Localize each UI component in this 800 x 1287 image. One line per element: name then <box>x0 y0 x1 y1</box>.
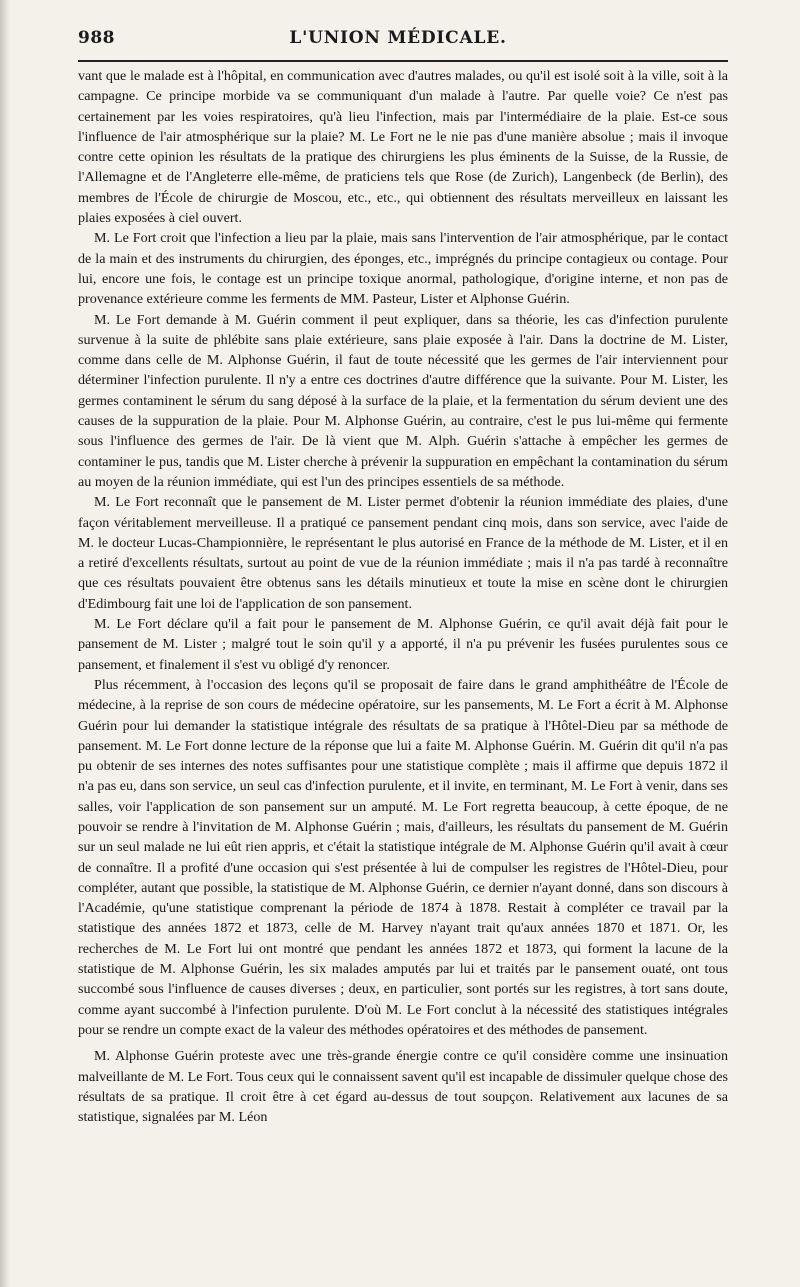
page-number: 988 <box>78 28 115 48</box>
paragraph: M. Le Fort déclare qu'il a fait pour le pansement de M. Alphonse Guérin, ce qu'il avait déjà fait pour le pansement de M. Lister ; malgré tout le soin qu'il y a apporté, il n'a pu prévenir les fusées purulentes sous ce pansement, et finalement il s'est vu obligé d'y renoncer. <box>78 616 728 673</box>
page-header <box>78 26 718 54</box>
paragraph: M. Le Fort reconnaît que le pansement de M. Lister permet d'obtenir la réunion immédiate des plaies, d'une façon véritablement merveilleuse. Il a pratiqué ce pansement pendant cinq mois, dans son service, avec l'aide de M. le docteur Lucas-Championnière, le représentant le plus autorisé en France de la méthode de M. Lister, et il en a retiré d'excellents résultats, surtout au point de vue de la réunion immédiate ; mais il n'a pas tardé à reconnaître que ces résultats pouvaient être obtenus sans les détails minutieux et toute la mise en scène dont le chirurgien d'Edimbourg fait une loi de l'application de son pansement. <box>78 494 728 612</box>
paragraph: M. Le Fort demande à M. Guérin comment il peut expliquer, dans sa théorie, les cas d'infection purulente survenue à la suite de phlébite sans plaie extérieure, sans plaie exposée à l'air. Dans la doctrine de M. Lister, comme dans celle de M. Alphonse Guérin, il faut de toute nécessité que les germes de l'air interviennent pour déterminer l'infection purulente. Il n'y a entre ces doctrines d'autre différence que la suivante. Pour M. Lister, les germes contaminent le sérum du sang déposé à la surface de la plaie, et la fermentation du sérum devient une des causes de la suppuration de la plaie. Pour M. Alphonse Guérin, au contraire, c'est le pus lui-même qui fermente sous l'influence des germes de l'air. De là vient que M. Alph. Guérin s'attache à empêcher les germes de contaminer le pus, tandis que M. Lister cherche à prévenir la suppuration en empêchant la contamination du sérum au moyen de la réunion immédiate, qui est l'un des principes essentiels de sa méthode. <box>78 311 728 490</box>
article-body <box>78 66 728 1276</box>
paragraph: M. Le Fort croit que l'infection a lieu par la plaie, mais sans l'intervention de l'air atmosphérique, par le contact de la main et des instruments du chirurgien, des éponges, etc., imprégnés du principe contagieux ou contage. Pour lui, encore une fois, le contage est un principe toxique anormal, pathologique, d'origine interne, et non pas de provenance extérieure comme les ferments de MM. Pasteur, Lister et Alphonse Guérin. <box>78 230 728 308</box>
paragraph: Plus récemment, à l'occasion des leçons qu'il se proposait de faire dans le grand amphithéâtre de l'École de médecine, à la reprise de son cours de médecine opératoire, sur les pansements, M. Le Fort a écrit à M. Alphonse Guérin pour lui demander la statistique intégrale des résultats de sa pratique à l'Hôtel-Dieu par sa méthode de pansement. M. Le Fort donne lecture de la réponse que lui a faite M. Alphonse Guérin. M. Guérin dit qu'il n'a pas pu obtenir de ses internes des notes suffisantes pour une statistique complète ; mais il affirme que depuis 1872 il n'a pas eu, dans son service, un seul cas d'infection purulente, et il invite, en terminant, M. Le Fort à venir, dans ses salles, voir l'application de son pansement sur un amputé. M. Le Fort regretta beaucoup, à cette époque, de ne pouvoir se rendre à l'invitation de M. Alphonse Guérin ; mais, d'ailleurs, les résultats du pansement de M. Guérin sur un seul malade ne lui eût rien appris, et c'était la statistique intégrale de M. Alphonse Guérin qu'il avait à cœur de connaître. Il a profité d'une occasion qui s'est présentée à lui de compulser les registres de l'Hôtel-Dieu, pour compléter, autant que possible, la statistique de M. Alphonse Guérin, ce dernier n'ayant donné, dans son discours à l'Académie, qu'une statistique comprenant la période de 1874 à 1878. Restait à compléter ce travail par la statistique des années 1872 et 1873, celle de M. Harvey n'ayant trait qu'aux années 1870 et 1871. Or, les recherches de M. Le Fort lui ont montré que pendant les années 1872 et 1873, qui forment la lacune de la statistique de M. Alphonse Guérin, les six malades amputés par lui et traités par le pansement ouaté, ont tous succombé sous l'influence de causes diverses ; deux, en particulier, sont portés sur les registres, à tort sans doute, comme ayant succombé à l'infection purulente. D'où M. Le Fort conclut à la nécessité des statistiques intégrales pour se rendre un compte exact de la valeur des méthodes opératoires et des méthodes de pansement. <box>78 676 728 1038</box>
paragraph: vant que le malade est à l'hôpital, en communication avec d'autres malades, ou qu'il est isolé soit à la ville, soit à la campagne. Ce principe morbide va se communiquant d'un malade à l'autre. Par quelle voie? Ce n'est pas certainement par les voies respiratoires, qu'à lieu l'infection, mais par l'intermédiaire de la plaie. Est-ce sous l'influence de l'air atmosphérique sur la plaie? M. Le Fort ne le nie pas d'une manière absolue ; mais il invoque contre cette opinion les résultats de la pratique des chirurgiens les plus éminents de la Suisse, de la Russie, de l'Allemagne et de l'Angleterre elle-même, de praticiens tels que Rose (de Zurich), Langenbeck (de Berlin), des membres de l'École de chirurgie de Moscou, etc., etc., qui obtiennent des résultats merveilleux en laissant les plaies exposées à ciel ouvert. <box>78 68 728 227</box>
binding-shadow <box>0 0 10 1287</box>
header-rule <box>78 60 728 62</box>
running-title: L'UNION MÉDICALE. <box>289 28 507 48</box>
paragraph: M. Alphonse Guérin proteste avec une très-grande énergie contre ce qu'il considère comme une insinuation malveillante de M. Le Fort. Tous ceux qui le connaissent savent qu'il est incapable de dissimuler quelque chose des résultats de sa pratique. Il croit être à cet égard au-dessus de tout soupçon. Relativement aux lacunes de sa statistique, signalées par M. Léon <box>78 1048 728 1126</box>
